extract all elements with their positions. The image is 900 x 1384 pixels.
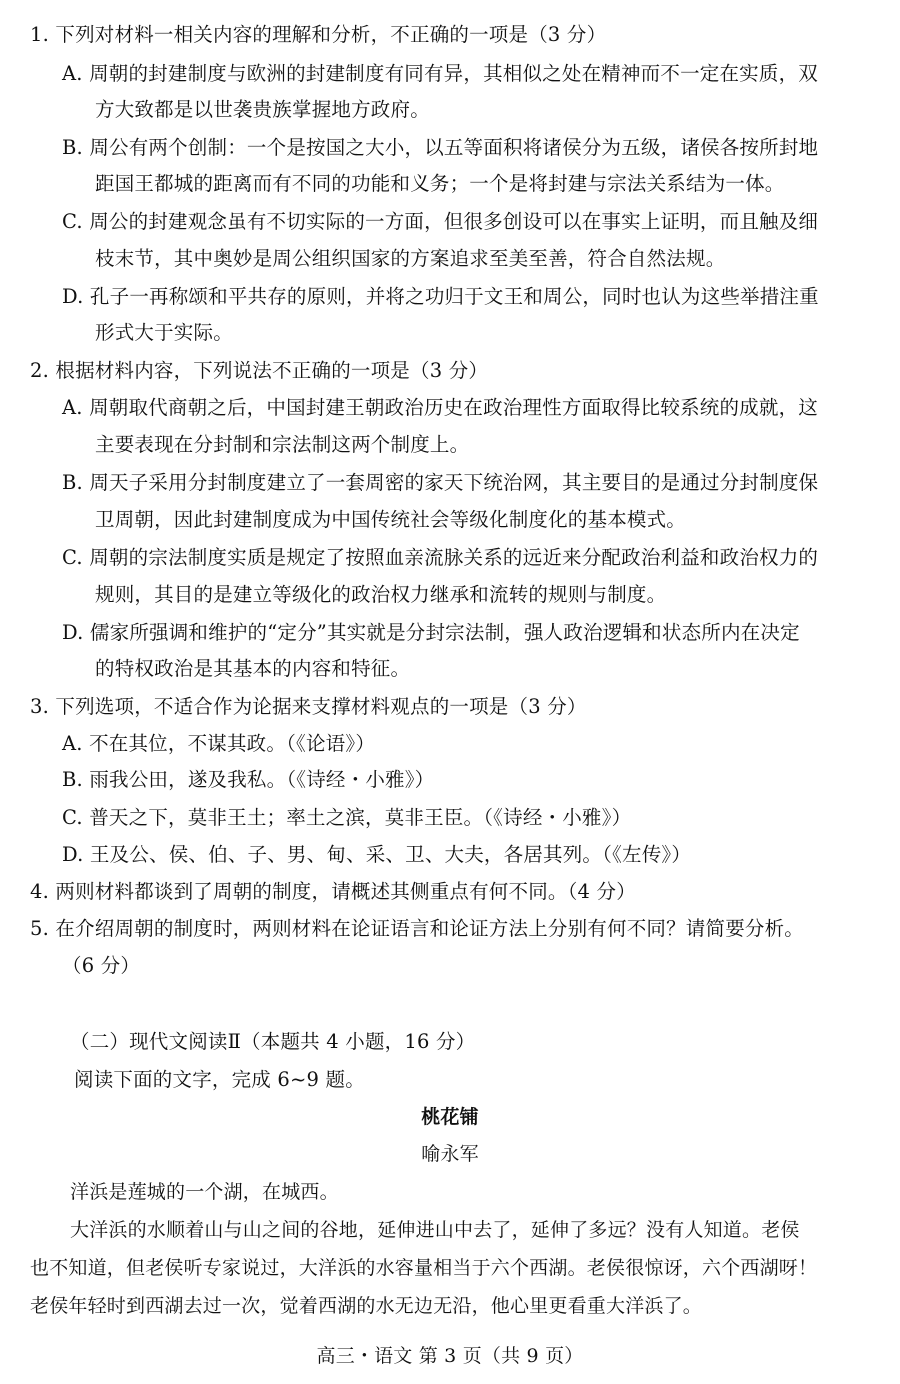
story-title: 桃花铺 [421, 1106, 479, 1128]
story-author: 喻永军 [421, 1143, 479, 1165]
q1-option-d-cont: 形式大于实际。 [95, 321, 233, 344]
page-footer: 高三・语文 第 3 页（共 9 页） [316, 1345, 584, 1367]
q2-option-c-cont: 规则，其目的是建立等级化的政治权力继承和流转的规则与制度。 [95, 583, 667, 606]
q1-option-b-cont: 距国王都城的距离而有不同的功能和义务；一个是将封建与宗法关系结为一体。 [95, 172, 785, 195]
q3-option-b: B. 雨我公田，遂及我私。（《诗经・小雅》） [62, 768, 435, 791]
q3-option-d: D. 王及公、侯、伯、子、男、甸、采、卫、大夫，各居其列。（《左传》） [62, 843, 692, 866]
q2-option-b-cont: 卫周朝，因此封建制度成为中国传统社会等级化制度化的基本模式。 [95, 508, 687, 531]
q1-option-b: B. 周公有两个创制：一个是按国之大小，以五等面积将诸侯分为五级，诸侯各按所封地 [62, 136, 819, 159]
question-5: 5. 在介绍周朝的制度时，两则材料在论证语言和论证方法上分别有何不同？请简要分析。 [30, 917, 805, 940]
q1-option-c-cont: 枝末节，其中奥妙是周公组织国家的方案追求至美至善，符合自然法规。 [95, 247, 726, 270]
q2-option-a-cont: 主要表现在分封制和宗法制这两个制度上。 [95, 433, 470, 456]
q2-option-d-cont: 的特权政治是其基本的内容和特征。 [95, 657, 411, 680]
q2-option-d: D. 儒家所强调和维护的“定分”其实就是分封宗法制，强人政治逻辑和状态所内在决定 [62, 621, 800, 644]
q1-option-a-cont: 方大致都是以世袭贵族掌握地方政府。 [95, 98, 430, 121]
question-4: 4. 两则材料都谈到了周朝的制度，请概述其侧重点有何不同。（4 分） [30, 880, 636, 903]
question-3-stem: 3. 下列选项，不适合作为论据来支撑材料观点的一项是（3 分） [30, 695, 587, 718]
q1-option-d: D. 孔子一再称颂和平共存的原则，并将之功归于文王和周公，同时也认为这些举措注重 [62, 285, 819, 308]
question-1-stem: 1. 下列对材料一相关内容的理解和分析，不正确的一项是（3 分） [30, 23, 607, 46]
question-2-stem: 2. 根据材料内容，下列说法不正确的一项是（3 分） [30, 359, 489, 382]
question-5-cont: （6 分） [62, 954, 141, 977]
q1-option-a: A. 周朝的封建制度与欧洲的封建制度有同有异，其相似之处在精神而不一定在实质，双 [62, 62, 818, 85]
q1-option-c: C. 周公的封建观念虽有不切实际的一方面，但很多创设可以在事实上证明，而且触及细 [62, 210, 819, 233]
q3-option-c: C. 普天之下，莫非王土；率土之滨，莫非王臣。（《诗经・小雅》） [62, 806, 632, 829]
section-instruction: 阅读下面的文字，完成 6~9 题。 [74, 1068, 365, 1091]
q2-option-c: C. 周朝的宗法制度实质是规定了按照血亲流脉关系的远近来分配政治利益和政治权力的 [62, 546, 819, 569]
q2-option-a: A. 周朝取代商朝之后，中国封建王朝政治历史在政治理性方面取得比较系统的成就，这 [62, 396, 818, 419]
q2-option-b: B. 周天子采用分封制度建立了一套周密的家天下统治网，其主要目的是通过分封制度保 [62, 471, 819, 494]
story-paragraph-cont: 老侯年轻时到西湖去过一次，觉着西湖的水无边无沿，他心里更看重大洋浜了。 [30, 1295, 703, 1317]
section-heading: （二）现代文阅读Ⅱ（本题共 4 小题，16 分） [70, 1030, 476, 1053]
story-paragraph-cont: 也不知道，但老侯听专家说过，大洋浜的水容量相当于六个西湖。老侯很惊讶，六个西湖呀！ [30, 1257, 818, 1279]
story-paragraph: 大洋浜的水顺着山与山之间的谷地，延伸进山中去了，延伸了多远？没有人知道。老侯 [70, 1219, 800, 1241]
q3-option-a: A. 不在其位，不谋其政。（《论语》） [62, 732, 376, 755]
story-paragraph: 洋浜是莲城的一个湖，在城西。 [70, 1181, 339, 1203]
